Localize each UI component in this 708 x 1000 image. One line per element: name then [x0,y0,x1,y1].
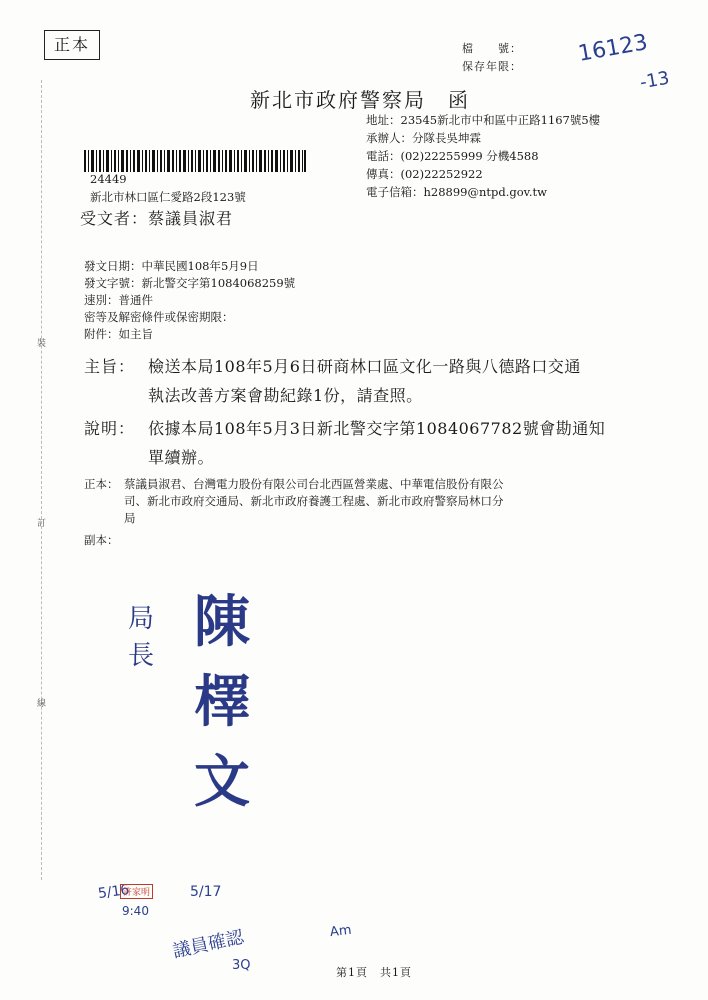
original-recipients-label: 正本： [84,477,119,491]
binding-char-ding: 訂 [37,519,47,529]
binding-char-zhuang: 裝 [37,339,47,349]
handwritten-note-line-1: 議員確認 [170,926,246,963]
copy-recipients-label: 副本： [84,533,119,547]
security-level: 密等及解密條件或保密期限： [84,310,234,324]
sender-phone: 電話：(02)22255999 分機4588 [366,149,539,163]
handwritten-time-1: 9:40 [122,904,149,918]
personal-seal-stamp: 許家明 [120,884,153,899]
subject-label: 主旨： [84,357,136,376]
attachment: 附件：如主旨 [84,327,153,341]
handwritten-date-1: 5/16 [97,881,131,903]
original-recipients-line-1: 蔡議員淑君、台灣電力股份有限公司台北西區營業處、中華電信股份有限公 [124,477,504,491]
sender-contact-person: 承辦人：分隊長吳坤霖 [366,131,481,145]
document-number: 發文字號：新北警交字第1084068259號 [84,276,296,290]
director-name: 陳檡文 [194,589,278,815]
handwritten-date-2: 5/17 [190,884,222,900]
explanation-label: 說明： [84,419,136,438]
delivery-speed: 速別：普通件 [84,293,153,307]
sender-address: 地址：23545新北市中和區中正路1167號5樓 [366,113,601,127]
director-title: 局長 [128,604,157,671]
issue-date: 發文日期：中華民國108年5月9日 [84,259,259,273]
handwritten-file-suffix: -13 [638,67,672,94]
sender-email: 電子信箱：h28899@ntpd.gov.tw [366,185,547,199]
handwritten-initials: Am [329,922,353,941]
binding-margin-line [41,80,42,880]
postal-code: 24449 [90,172,127,186]
recipient: 受文者：蔡議員淑君 [80,209,234,228]
explanation-line-2: 單續辦。 [148,448,215,467]
page-number: 第1頁 共1頁 [336,966,412,979]
original-copy-stamp: 正本 [44,30,100,60]
retention-label: 保存年限： [462,60,522,73]
document-title: 新北市政府警察局 函 [250,88,470,112]
subject-line-1: 檢送本局108年5月6日研商林口區文化一路與八德路口交通 [148,357,581,376]
binding-char-xian: 線 [37,699,47,709]
handwritten-note-line-2: 3Q [232,958,251,973]
subject-line-2: 執法改善方案會勘紀錄1份，請查照。 [148,386,423,405]
original-recipients-line-2: 司、新北市政府交通局、新北市政府養護工程處、新北市政府警察局林口分 [124,494,504,508]
handwritten-file-number: 16123 [576,30,650,67]
mailing-address: 新北市林口區仁愛路2段123號 [90,190,246,204]
sender-fax: 傳真：(02)22252922 [366,167,483,181]
explanation-line-1: 依據本局108年5月3日新北警交字第1084067782號會勘通知 [148,419,606,438]
original-recipients-line-3: 局 [124,511,136,525]
file-number-label: 檔 號： [462,42,522,55]
barcode [84,150,306,172]
